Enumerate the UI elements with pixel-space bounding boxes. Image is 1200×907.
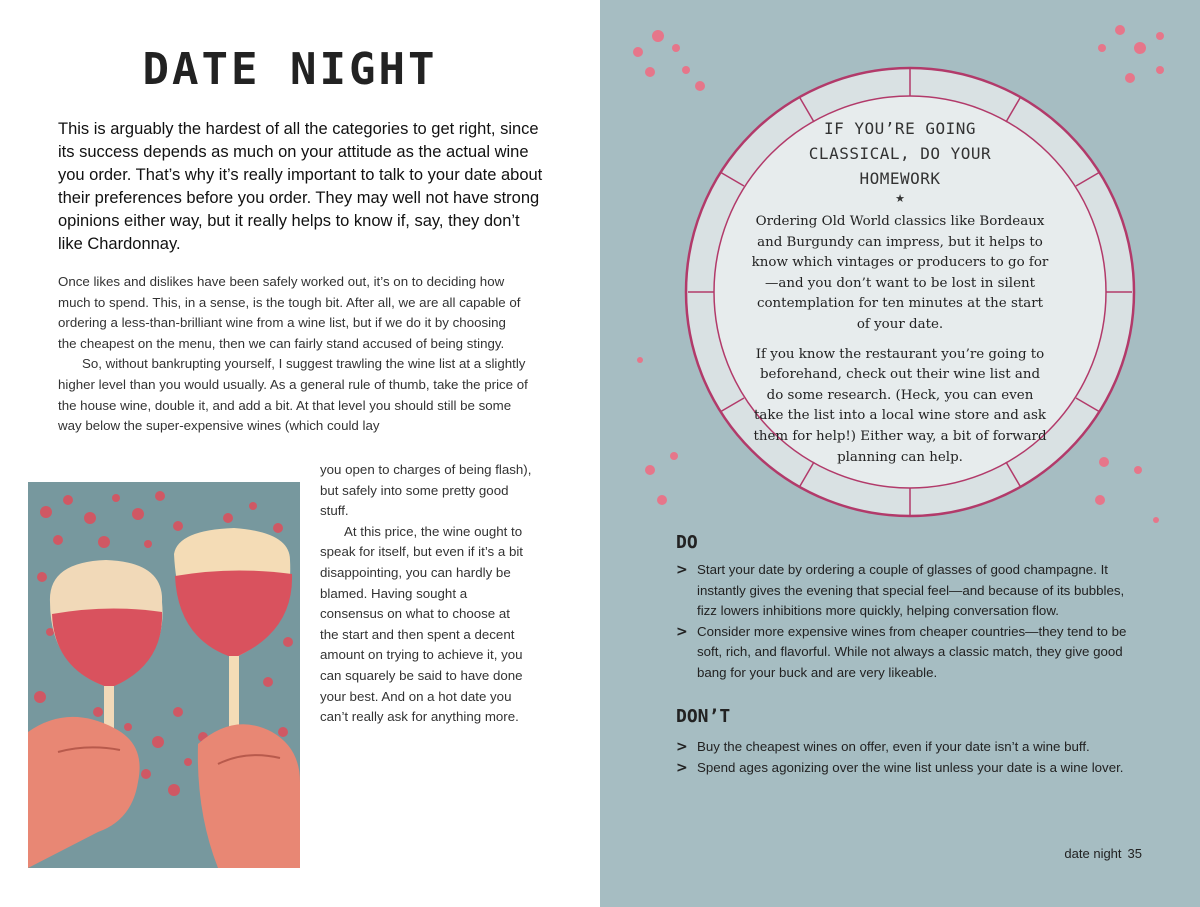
star-icon: ★	[895, 192, 905, 205]
do-item-text: Consider more expensive wines from cheaper countries—they tend to be soft, rich, and flavorful. While not always a classic match, they give good bang for your buck and are very likeable.	[697, 623, 1127, 680]
body-text-full-width	[58, 272, 528, 437]
do-list	[676, 560, 1136, 684]
chevron-right-icon: >	[676, 739, 688, 755]
page-number: 35	[1127, 846, 1142, 861]
chevron-right-icon: >	[676, 562, 688, 578]
do-heading: DO	[676, 532, 698, 553]
dont-heading: DON’T	[676, 706, 731, 727]
toasting-wine-glasses-illustration	[28, 482, 300, 868]
wine-glasses-picture	[28, 482, 300, 868]
do-item-text: Start your date by ordering a couple of glasses of good champagne. It instantly gives the evening that special feel—and because of its bubbles, fizz lowers inhibitions more quickly, helping conversation flow.	[697, 562, 1125, 619]
dont-item-text: Buy the cheapest wines on offer, even if your date isn’t a wine buff.	[697, 739, 1090, 754]
body-text-narrow-column	[320, 460, 532, 728]
callout-paragraph-2: If you know the restaurant you’re going to beforehand, check out their wine list and do some research. (Heck, you can even take the list into a local wine store and ask them for help!) Either way, a bit of forward planning can help.	[753, 346, 1047, 465]
body-paragraph-1: Once likes and dislikes have been safely worked out, it’s on to deciding how much to spend. This, in a sense, is the tough bit. After all, we are all capable of ordering a less-than-brilliant wine from a wine list, but if we do it by choosing the cheapest on the menu, then we can fairly stand accused of being stingy.	[58, 274, 521, 351]
do-item	[676, 622, 1136, 684]
chevron-right-icon: >	[676, 623, 688, 640]
body-paragraph-3: At this price, the wine ought to speak for itself, but even if it’s a bit disappointing, you can hardly be blamed. Having sought a consensus on what to choose at the start and then spent a decent amount on trying to achieve it, you can squarely be said to have done your best. And on a hot date you can’t really ask for anything more.	[320, 523, 524, 725]
folio-label: date night	[1064, 846, 1122, 861]
lead-paragraph	[58, 118, 548, 256]
body-paragraph-2-continued: you open to charges of being flash), but safely into some pretty good stuff.	[320, 462, 532, 519]
chevron-right-icon: >	[676, 759, 688, 776]
dont-list	[676, 737, 1136, 778]
callout-title: IF YOU’RE GOING CLASSICAL, DO YOUR HOMEWORK	[808, 119, 992, 188]
dont-item-text: Spend ages agonizing over the wine list unless your date is a wine lover.	[697, 759, 1124, 775]
page-title: DATE NIGHT	[142, 44, 438, 95]
right-page	[600, 0, 1200, 907]
callout-paragraph-1: Ordering Old World classics like Bordeaux and Burgundy can impress, but it helps to know which vintages or producers to go for—and you don’t want to be lost in silent contemplation for ten minutes at the start of your date.	[751, 214, 1049, 332]
dont-item	[676, 737, 1136, 758]
dont-item	[676, 758, 1136, 779]
body-paragraph-2: So, without bankrupting yourself, I suggest trawling the wine list at a slightly higher level than you would usually. As a general rule of thumb, take the price of the house wine, double it, and add a bit. At that level you should still be some way below the super-expensive wines (which could lay	[58, 356, 528, 434]
do-item	[676, 560, 1136, 622]
callout-body	[750, 212, 1050, 477]
page-folio	[1020, 846, 1142, 861]
lead-text: This is arguably the hardest of all the categories to get right, since its success depends as much on your attitude as the actual wine you order. That’s why it’s really important to talk to your date about their preferences before you order. They may well not have strong opinions either way, but it really helps to know if, say, they don’t like Chardonnay.	[58, 120, 543, 253]
